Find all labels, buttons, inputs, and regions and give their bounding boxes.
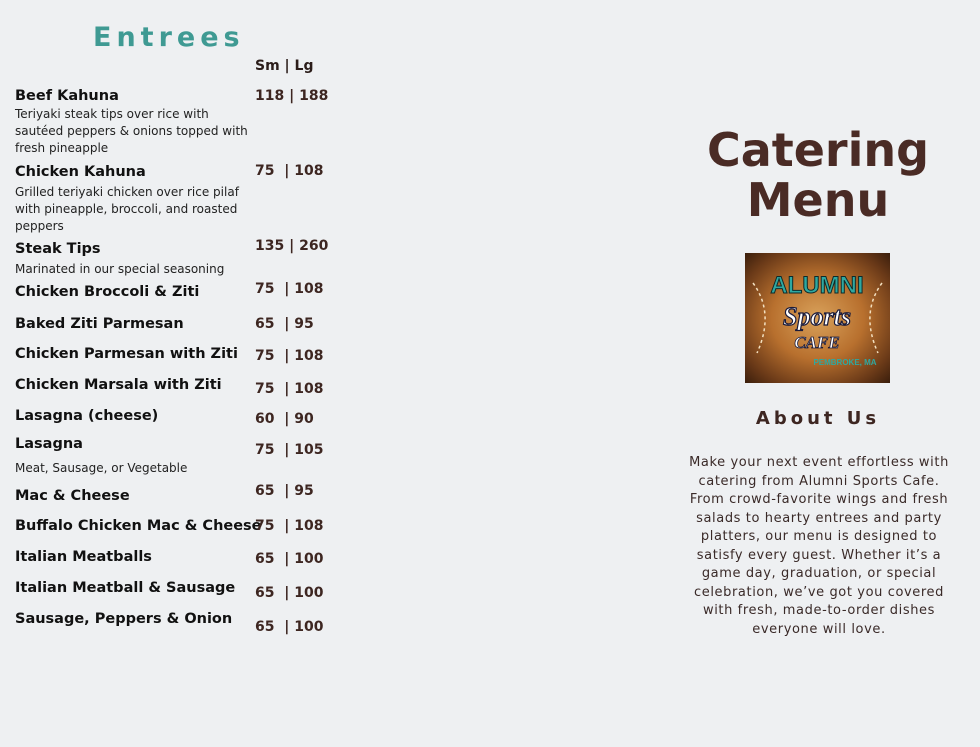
- menu-item-price: 75 | 108: [255, 348, 324, 364]
- menu-item-desc: Marinated in our special seasoning: [15, 262, 225, 276]
- menu-item-name: Mac & Cheese: [15, 488, 130, 504]
- logo-text-cafe: CAFE: [794, 333, 840, 352]
- menu-item-name: Lasagna: [15, 436, 83, 452]
- menu-item-name: Chicken Marsala with Ziti: [15, 377, 222, 393]
- menu-item-price: 65 | 100: [255, 585, 324, 601]
- menu-item-name: Lasagna (cheese): [15, 408, 159, 424]
- menu-item-name: Steak Tips: [15, 241, 101, 257]
- menu-item-name: Beef Kahuna: [15, 88, 119, 104]
- menu-item-desc: Grilled teriyaki chicken over rice pilaf with pineapple, broccoli, and roasted peppers: [15, 185, 239, 233]
- menu-item-name: Chicken Kahuna: [15, 164, 146, 180]
- size-header: Sm | Lg: [255, 58, 314, 74]
- about-us-text: Make your next event effortless with catering from Alumni Sports Cafe. From crowd-favorite wings and fresh salads to hearty entrees and party platters, our menu is designed to satisfy every guest. Whether it’s a game day, graduation, or special celebration, we’ve got you covered with fresh, made-to-order dishes everyone will love.: [689, 455, 949, 637]
- menu-item-price: 65 | 100: [255, 619, 324, 635]
- menu-item-price: 75 | 108: [255, 381, 324, 397]
- menu-item-price: 65 | 95: [255, 483, 314, 499]
- menu-item-price: 65 | 100: [255, 551, 324, 567]
- baseball-logo-art: [745, 253, 890, 383]
- menu-item-price: 135 | 260: [255, 238, 329, 254]
- title-line-1: Catering: [706, 123, 930, 177]
- logo-text-location: PEMBROKE, MA: [813, 358, 877, 367]
- about-us-heading: About Us: [755, 408, 881, 429]
- menu-item-price: 65 | 95: [255, 316, 314, 332]
- menu-item-name: Italian Meatballs: [15, 549, 152, 565]
- menu-item-name: Italian Meatball & Sausage: [15, 580, 236, 596]
- menu-item-price: 75 | 108: [255, 163, 324, 179]
- menu-item-name: Buffalo Chicken Mac & Cheese: [15, 518, 262, 534]
- catering-menu-title: [690, 125, 946, 225]
- menu-item-price: 75 | 108: [255, 281, 324, 297]
- logo-text-sports: Sports: [783, 302, 851, 331]
- title-line-2: Menu: [746, 173, 890, 227]
- menu-item-desc: Teriyaki steak tips over rice with sautéed peppers & onions topped with fresh pineapple: [15, 107, 248, 155]
- menu-item-name: Chicken Parmesan with Ziti: [15, 346, 238, 362]
- entrees-heading: Entrees: [93, 22, 245, 53]
- menu-item-price: 75 | 105: [255, 442, 324, 458]
- menu-item-price: 75 | 108: [255, 518, 324, 534]
- alumni-sports-cafe-logo: [745, 253, 890, 383]
- menu-item-desc: Meat, Sausage, or Vegetable: [15, 461, 188, 475]
- menu-item-name: Chicken Broccoli & Ziti: [15, 284, 200, 300]
- menu-item-name: Baked Ziti Parmesan: [15, 316, 184, 332]
- menu-item-name: Sausage, Peppers & Onion: [15, 611, 233, 627]
- menu-item-price: 118 | 188: [255, 88, 329, 104]
- menu-item-price: 60 | 90: [255, 411, 314, 427]
- logo-text-alumni: ALUMNI: [770, 272, 864, 299]
